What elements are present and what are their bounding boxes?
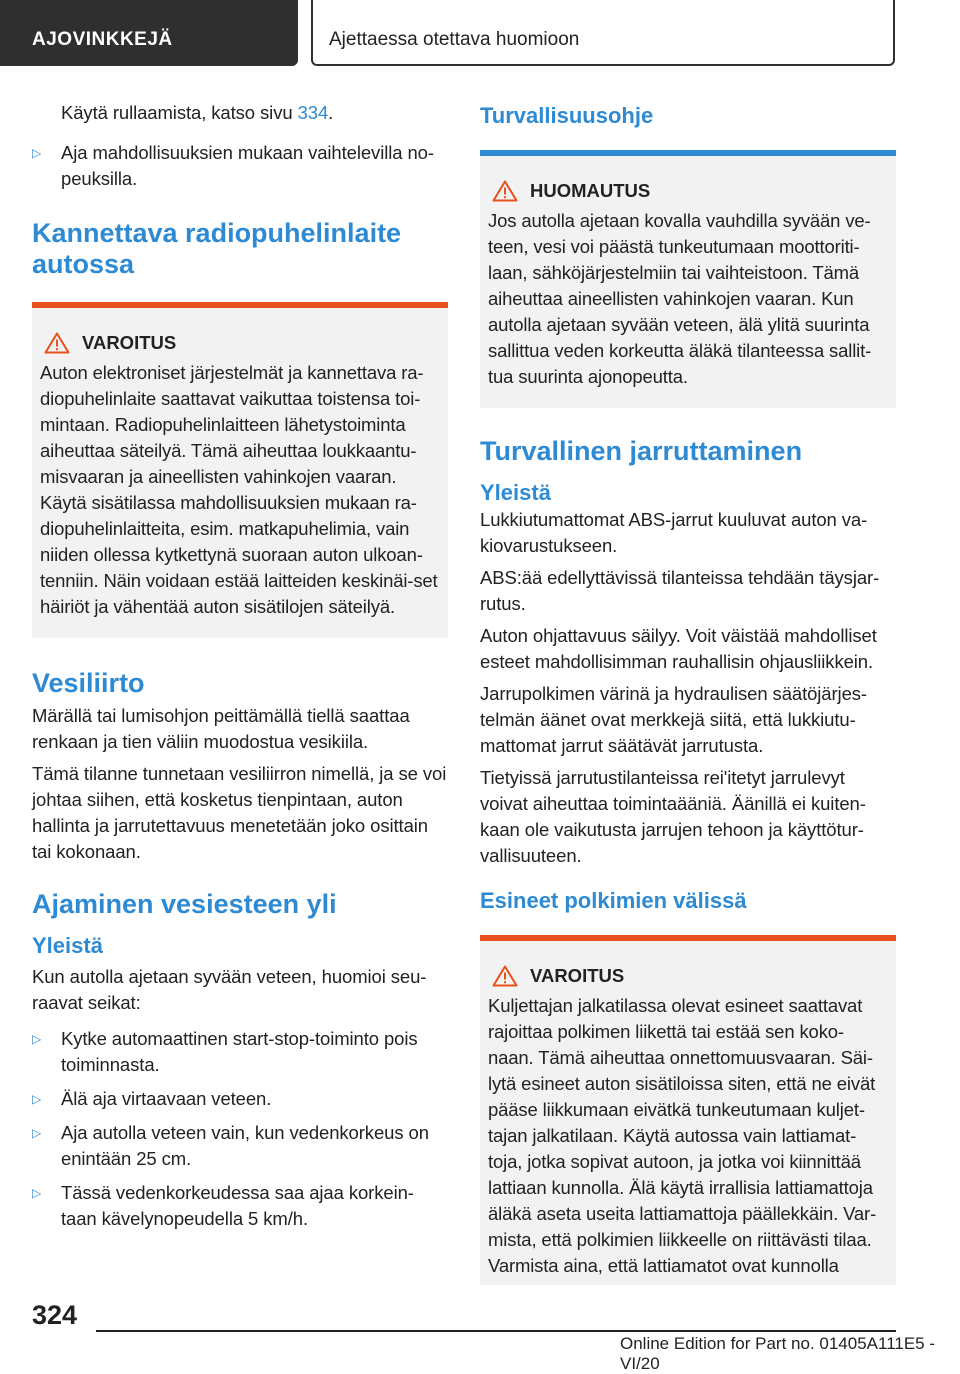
list-item — [32, 140, 448, 192]
page-header — [0, 0, 960, 66]
left-column — [32, 100, 448, 1240]
section-heading-radio: Kannettava radiopuhelinlaite autossa — [32, 218, 402, 279]
triangle-right-outline-icon: ▷ — [32, 1186, 42, 1200]
note-header — [488, 178, 888, 204]
triangle-right-outline-icon: ▷ — [32, 1126, 42, 1140]
intro-prefix: Käytä rullaamista, katso sivu — [61, 102, 298, 123]
braking-paragraph: Tietyissä jarrutustilanteissa rei'itetyt jarrulevyt voivat aiheuttaa toimintaääniä. Äänillä ei kuiten-kaan ole vaikutusta jarrujen tehoon ja käyttötur-vallisuuteen. — [480, 767, 866, 866]
section-heading-braking: Turvallinen jarruttaminen — [480, 436, 803, 466]
subheading-safety: Turvallisuusohje — [480, 103, 654, 128]
warning-label: VAROITUS — [530, 965, 625, 986]
braking-paragraph: Lukkiutumattomat ABS-jarrut kuuluvat auton va-kiovarustukseen. — [480, 509, 868, 556]
triangle-right-outline-icon: ▷ — [32, 1092, 42, 1106]
section-heading-vesiliirto: Vesiliirto — [32, 668, 145, 698]
water-intro: Kun autolla ajetaan syvään veteen, huomioi seu-raavat seikat: — [32, 966, 427, 1013]
note-box — [480, 150, 896, 408]
list-item-text: Kytke automaattinen start-stop-toiminto pois toiminnasta. — [61, 1028, 418, 1075]
list-item — [32, 1026, 448, 1078]
subheading-general: Yleistä — [480, 480, 551, 505]
footer-divider — [96, 1330, 896, 1332]
section-heading-water: Ajaminen vesiesteen yli — [32, 889, 337, 919]
note-label: HUOMAUTUS — [530, 180, 651, 201]
page-number: 324 — [32, 1300, 78, 1330]
warning-box — [32, 302, 448, 638]
vesiliirto-paragraph-1: Märällä tai lumisohjon peittämällä tiellä saattaa renkaan ja tien väliin muodostua vesikiila. — [32, 705, 410, 752]
warning-header — [40, 330, 440, 356]
vesiliirto-paragraph-2: Tämä tilanne tunnetaan vesiliirron nimellä, ja se voi johtaa siihen, että kosketus tienpintaan, auton hallinta ja jarrutettavuus menetetään joko osittain tai kokonaan. — [32, 763, 447, 862]
edition-note: Online Edition for Part no. 01405A111E5 - VI/20 — [620, 1334, 936, 1373]
list-item — [32, 1180, 448, 1232]
braking-paragraph: ABS:ää edellyttävissä tilanteissa tehdään täysjar-rutus. — [480, 567, 880, 614]
warning-box — [480, 935, 896, 1285]
triangle-right-outline-icon: ▷ — [32, 146, 42, 160]
list-item-text: Tässä vedenkorkeudessa saa ajaa korkein-taan kävelynopeudella 5 km/h. — [61, 1182, 414, 1229]
warning-label: VAROITUS — [82, 332, 177, 353]
list-item-text: Älä aja virtaavaan veteen. — [61, 1088, 272, 1109]
list-item-text: Aja mahdollisuuksien mukaan vaihtelevilla no-peuksilla. — [61, 142, 434, 189]
intro-suffix: . — [328, 102, 334, 123]
warning-header — [488, 963, 888, 989]
list-item — [32, 1086, 448, 1112]
subheading-pedals: Esineet polkimien välissä — [480, 888, 747, 913]
section-tab[interactable]: Ajettaessa otettava huomioon — [311, 0, 895, 66]
list-item — [32, 1120, 448, 1172]
warning-triangle-icon — [44, 332, 70, 354]
page-link[interactable]: 334 — [297, 102, 329, 123]
warning-text: Kuljettajan jalkatilassa olevat esineet saattavat rajoittaa polkimen liikettä tai estää sen koko-naan. Tämä aiheuttaa onnettomuusvaaran. Säi-lytä esineet auton sisätiloissa siten, että ne eivät pääse liikkumaan eivätkä tunkeutumaan kuljet-tajan jalkatilaan. Käytä autossa vain lattiamat-toja, jotka sopivat autoon, ja jotka voi kiinnittää lattiaan kunnolla. Älä käytä irrallisia lattiamattoja äläkä aseta useita lattiamattoja päällekkäin. Var-mista, että polkimien liikkeelle on riittävästi tilaa. Varmista aina, että lattiamatot ovat kunnolla — [488, 995, 877, 1276]
right-column — [480, 100, 896, 1297]
warning-text: Auton elektroniset järjestelmät ja kannettava ra-diopuhelinlaite saattavat vaikuttaa toistensa toi-mintaan. Radiopuhelinlaitteen lähetystoiminta aiheuttaa säteilyä. Tämä aiheuttaa loukkaantu-misvaaran ja aineellisten vahinkojen vaaran. Käytä sisätilassa mahdollisuuksien mukaan ra-diopuhelinlaitteita, esim. matkapuhelimia, vain niiden ollessa kytkettynä suoraan auton ulkoan-tenniin. Näin voidaan estää laitteiden keskinäi-set häiriöt ja vähentää auton sisätilojen säteilyä. — [40, 362, 438, 617]
intro-paragraph — [32, 100, 448, 126]
triangle-right-outline-icon: ▷ — [32, 1032, 42, 1046]
list-item-text: Aja autolla veteen vain, kun vedenkorkeus on enintään 25 cm. — [61, 1122, 429, 1169]
subheading-general: Yleistä — [32, 933, 103, 958]
note-text: Jos autolla ajetaan kovalla vauhdilla syvään ve-teen, vesi voi päästä tunkeutumaan moottoriti-laan, sähköjärjestelmiin tai vaihteistoon. Tämä aiheuttaa aineellisten vahinkojen vaaran. Kun autolla ajetaan syvään veteen, älä ylitä suurinta sallittua veden korkeutta äläkä tilanteessa sallit-tua suurinta ajonopeutta. — [488, 210, 872, 387]
braking-paragraph: Jarrupolkimen värinä ja hydraulisen säätöjärjes-telmän äänet ovat merkkejä siitä, että lukkiutu-mattomat jarrut säätävät jarrutusta. — [480, 683, 867, 756]
warning-triangle-icon — [492, 965, 518, 987]
braking-paragraph: Auton ohjattavuus säilyy. Voit väistää mahdolliset esteet mahdollisimman rauhallisin ohjausliikkein. — [480, 625, 877, 672]
warning-triangle-icon — [492, 180, 518, 202]
chapter-tab[interactable]: AJOVINKKEJÄ — [0, 0, 298, 66]
